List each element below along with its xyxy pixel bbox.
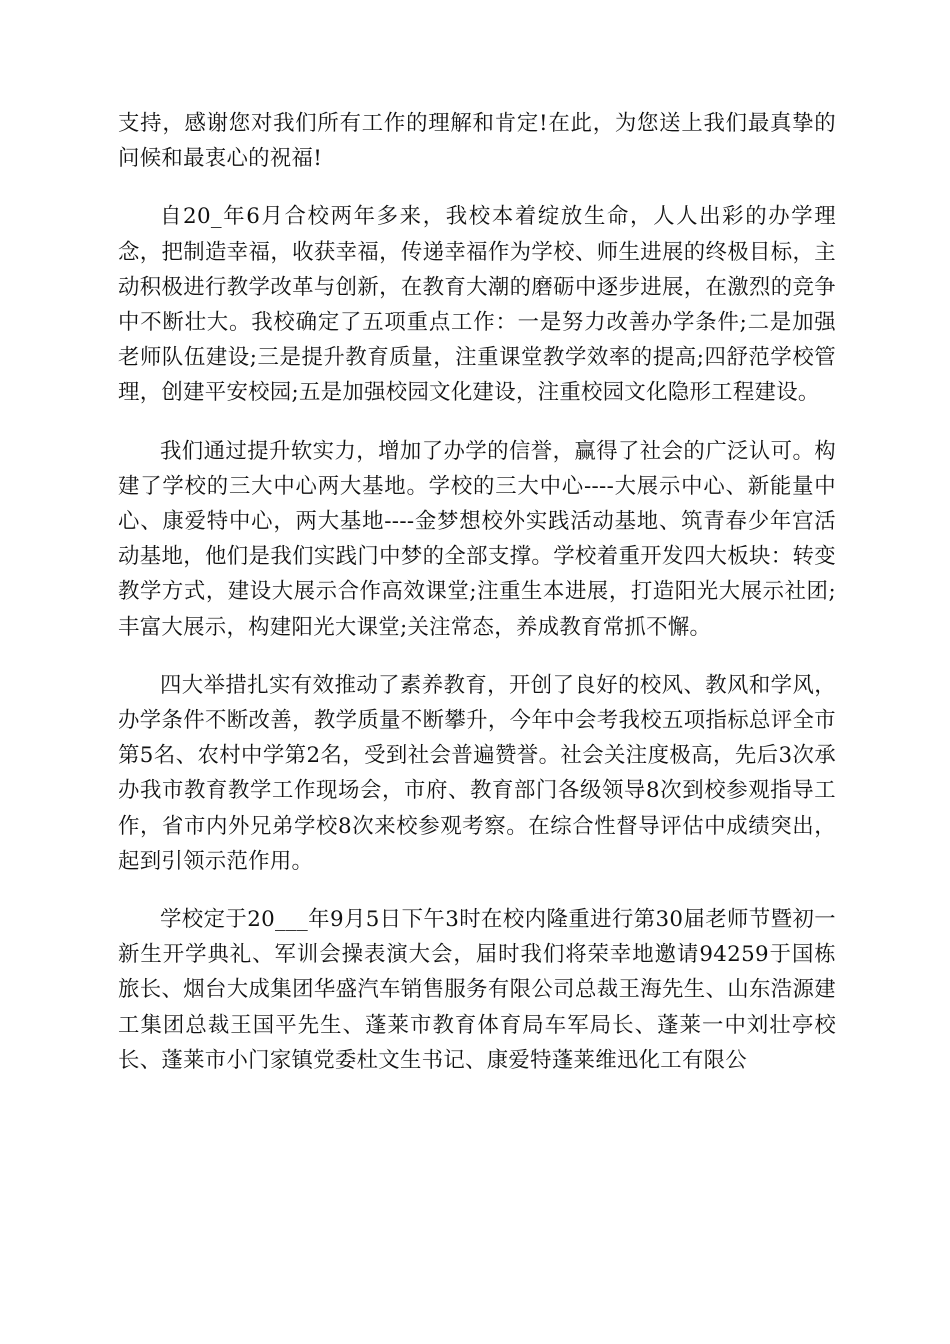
text-line: 年宫活动基地，他们是我们实践门中梦的全部支撑。学校着重开发四大板 — [118, 509, 836, 570]
text-line: 块：转变教学方式，建设大展示合作高效课堂;注重生本进展，打造阳光 — [118, 544, 837, 605]
text-line: 大展示社团;丰富大展示，构建阳光大课堂;关注常态，养成教育常抓不 — [118, 579, 836, 640]
text-line: 支持，感谢您对我们所有工作的理解和肯定!在此，为您送上我们最真挚 — [118, 111, 815, 136]
text-line: 主动积极进行教学改革与创新，在教育大潮的磨砺中逐步进展，在激烈的 — [118, 239, 836, 300]
text-line: 是加强老师队伍建设;三是提升教育质量，注重课堂教学效率的提高;四舒 — [118, 310, 836, 371]
paragraph-school-history — [118, 199, 836, 410]
text-line: 念，把制造幸福，收获幸福，传递幸福作为学校、师生进展的终极目标， — [118, 239, 815, 265]
text-line: 工程建设。 — [711, 380, 820, 406]
text-line: 先后3次承办我市教育教学工作现场会，市府、教育部门各级领导8次到 — [118, 743, 836, 804]
text-line: 懈。 — [667, 614, 712, 640]
text-line: 风，办学条件不断改善，教学质量不断攀升，今年中会考我校五项指标总 — [118, 672, 837, 734]
text-line: 估中成绩突出，起到引领示范作用。 — [118, 813, 836, 874]
paragraph-achievements — [118, 668, 836, 879]
text-line: 四大举措扎实有效推动了素养教育，开创了良好的校风、教风和学 — [160, 672, 793, 698]
paragraph-closing-thanks — [118, 106, 836, 176]
text-line: 学校定于20___年9月5日下午3时在校内隆重进行第30届老师节暨 — [160, 907, 793, 933]
text-line: 我们通过提升软实力，增加了办学的信誉，赢得了社会的广泛认可。 — [160, 438, 815, 464]
text-line: 竞争中不断壮大。我校确定了五项重点工作：一是努力改善办学条件;二 — [118, 274, 836, 336]
text-line: 初一新生开学典礼、军训会操表演大会，届时我们将荣幸地邀请94259于 — [118, 907, 836, 968]
text-line: 自20_年6月合校两年多来，我校本着绽放生命，人人出彩的办学理 — [160, 204, 836, 230]
text-line: 评全市第5名、农村中学第2名，受到社会普遍赞誉。社会关注度极高， — [118, 708, 836, 769]
text-line: 浩源建工集团总裁王国平先生、蓬莱市教育体育局车军局长、蓬莱一中刘 — [118, 977, 836, 1038]
document-page — [118, 106, 836, 1101]
text-line: 壮亭校长、蓬莱市小门家镇党委杜文生书记、康爱特蓬莱维迅化工有限公 — [118, 1012, 837, 1073]
text-line: 国栋旅长、烟台大成集团华盛汽车销售服务有限公司总裁王海先生、山东 — [118, 942, 836, 1003]
text-line: 量中心、康爱特中心，两大基地----金梦想校外实践活动基地、筑青春少 — [118, 473, 836, 535]
text-line: 校参观指导工作，省市内外兄弟学校8次来校参观考察。在综合性督导评 — [118, 778, 836, 839]
text-line: 构建了学校的三大中心两大基地。学校的三大中心----大展示中心、新能 — [118, 438, 836, 499]
text-line: 的问候和最衷心的祝福! — [118, 111, 836, 172]
paragraph-ceremony-invitation — [118, 902, 836, 1078]
paragraph-soft-power — [118, 434, 836, 645]
text-line: 范学校管理，创建平安校园;五是加强校园文化建设，注重校园文化隐形 — [118, 345, 836, 406]
